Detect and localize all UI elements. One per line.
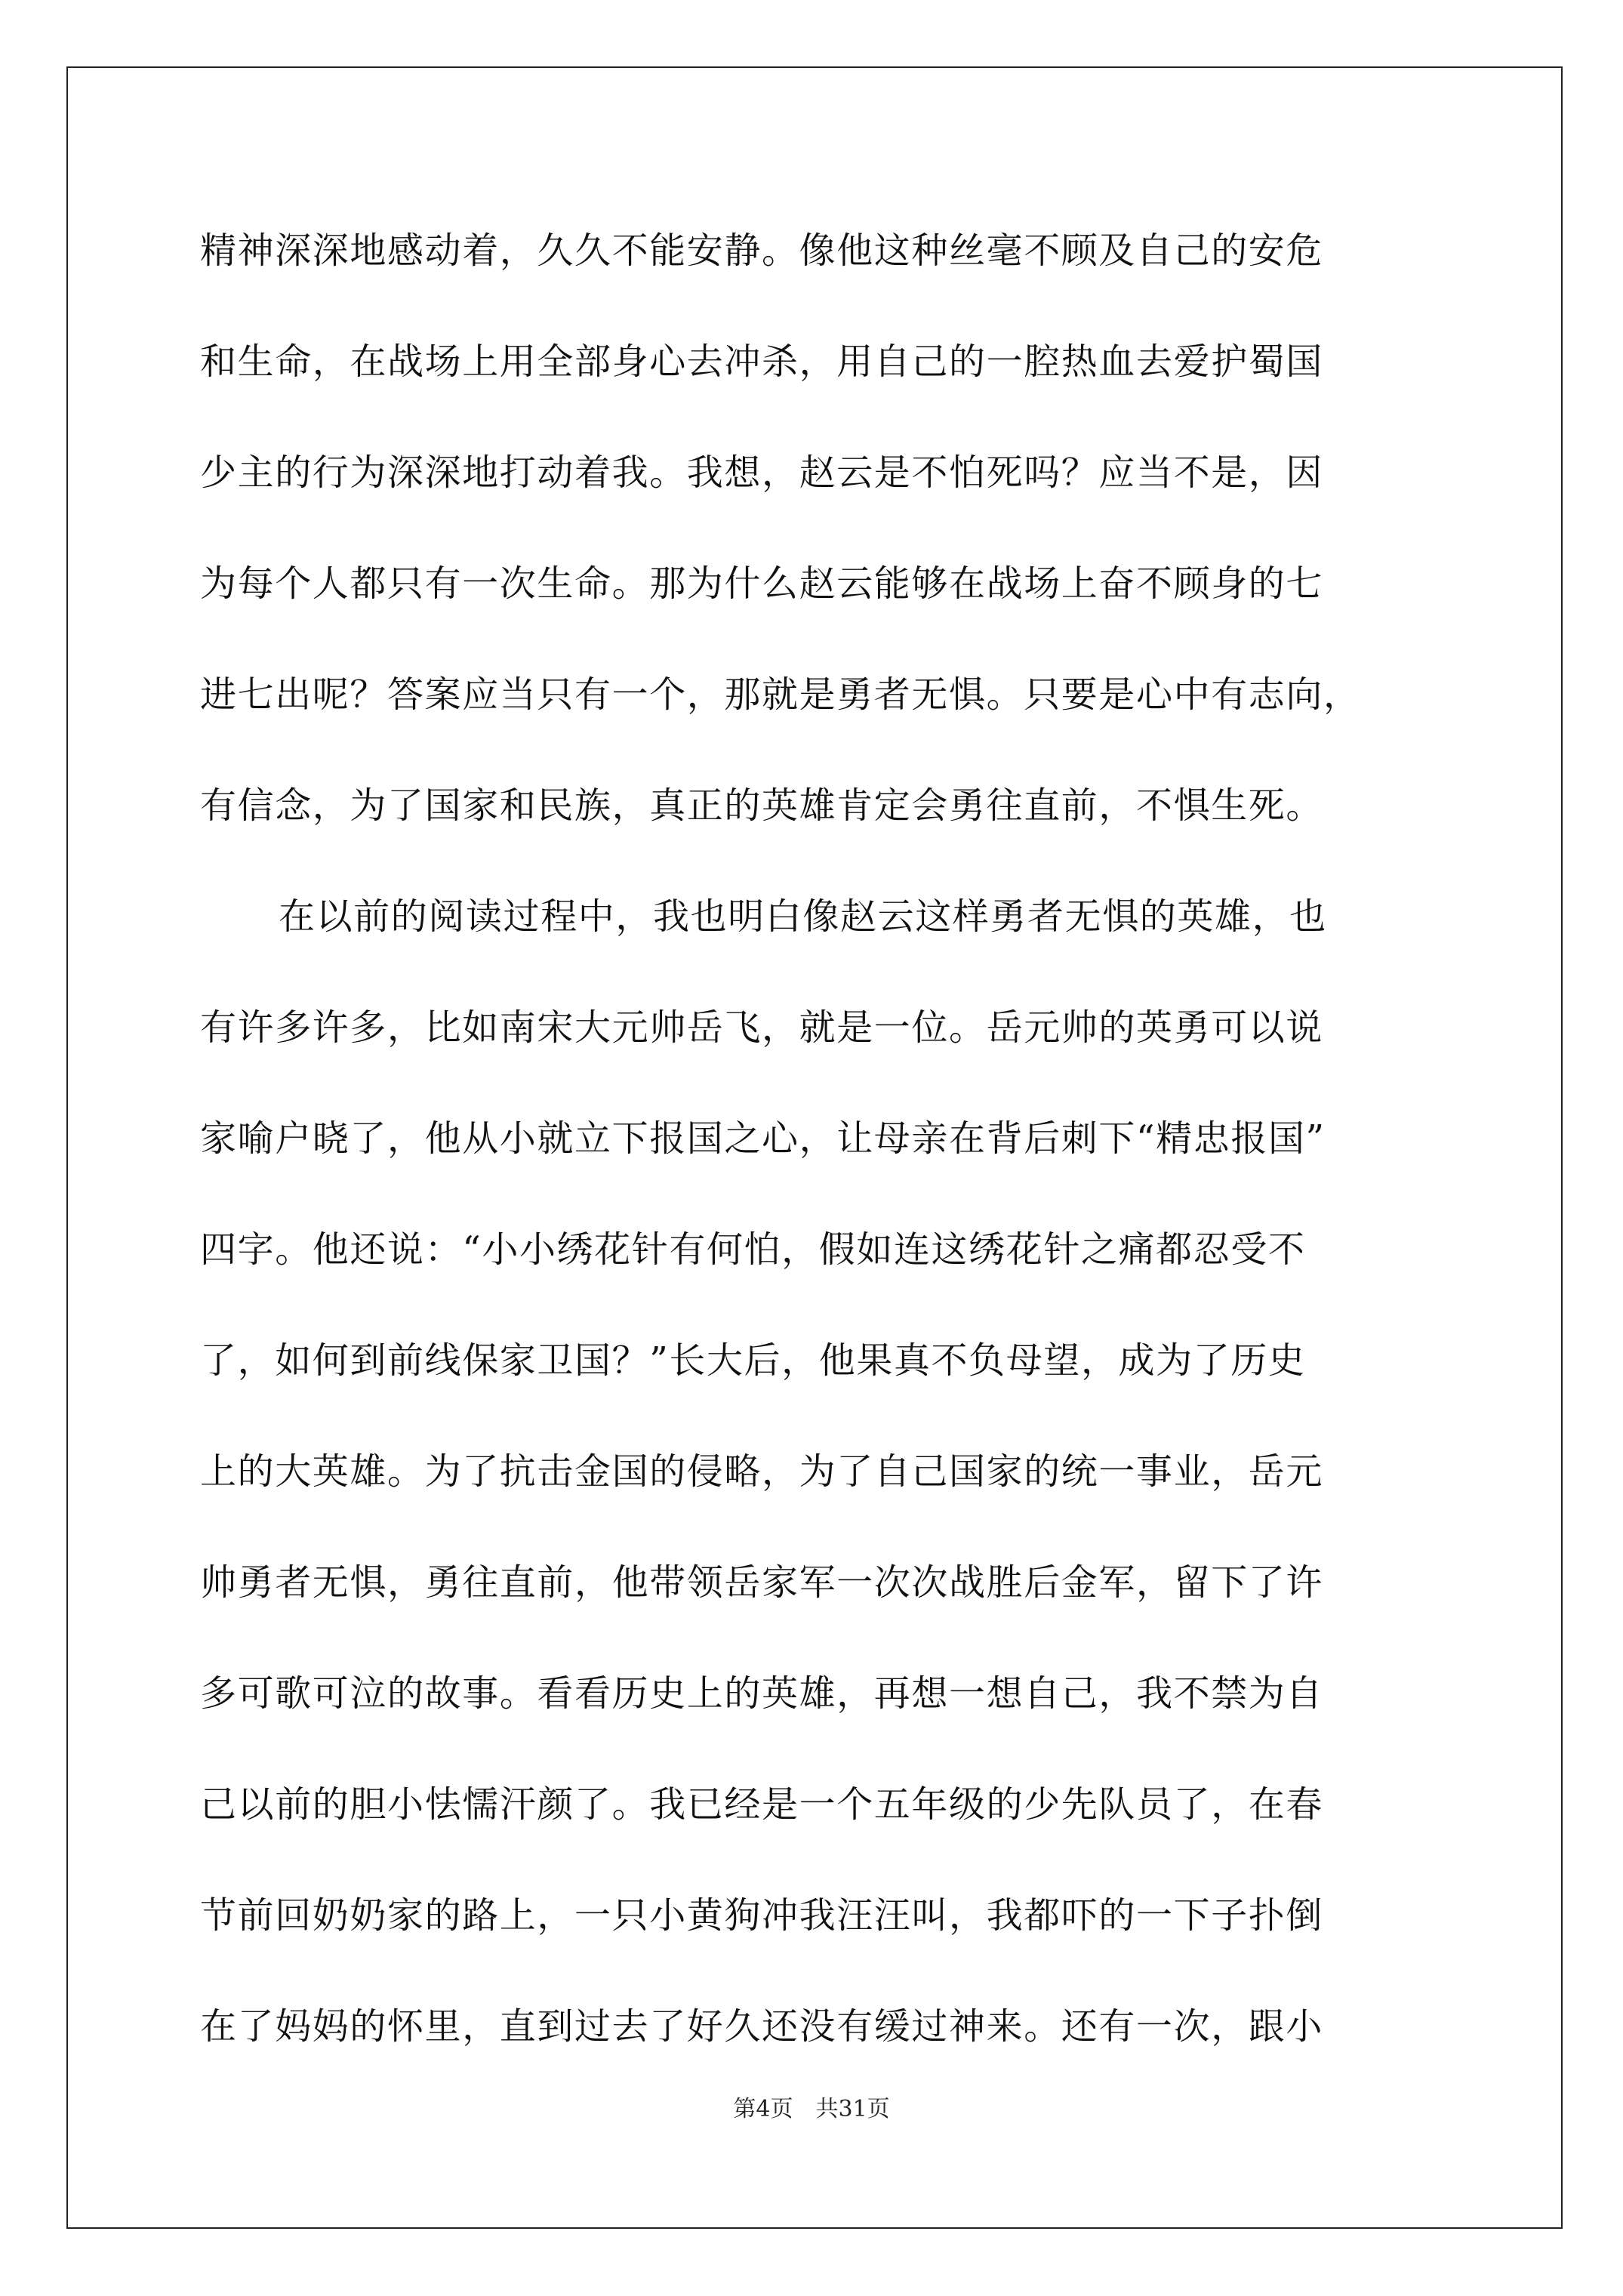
text-line-15: 己以前的胆小怯懦汗颜了。我已经是一个五年级的少先队员了，在春: [200, 1783, 1324, 1826]
text-line-7: 在以前的阅读过程中，我也明白像赵云这样勇者无惧的英雄，也: [279, 895, 1327, 938]
text-line-10: 四字。他还说：“小小绣花针有何怕，假如连这绣花针之痛都忍受不: [200, 1228, 1306, 1271]
text-line-2: 和生命，在战场上用全部身心去冲杀，用自己的一腔热血去爱护蜀国: [200, 341, 1324, 383]
text-line-17: 在了妈妈的怀里，直到过去了好久还没有缓过神来。还有一次，跟小: [200, 2005, 1324, 2048]
text-line-9: 家喻户晓了，他从小就立下报国之心，让母亲在背后刺下“精忠报国”: [200, 1117, 1326, 1160]
text-line-11: 了，如何到前线保家卫国？”长大后，他果真不负母望，成为了历史: [200, 1339, 1306, 1382]
text-line-14: 多可歌可泣的故事。看看历史上的英雄，再想一想自己，我不禁为自: [200, 1672, 1324, 1715]
text-line-6: 有信念，为了国家和民族，真正的英雄肯定会勇往直前，不惧生死。: [200, 784, 1324, 827]
text-line-13: 帅勇者无惧，勇往直前，他带领岳家军一次次战胜后金军，留下了许: [200, 1561, 1324, 1604]
page-number-footer: 第4页 共31页: [733, 2096, 890, 2122]
text-line-8: 有许多许多，比如南宋大元帅岳飞，就是一位。岳元帅的英勇可以说: [200, 1006, 1324, 1049]
text-line-4: 为每个人都只有一次生命。那为什么赵云能够在战场上奋不顾身的七: [200, 562, 1324, 605]
text-line-5: 进七出呢？答案应当只有一个，那就是勇者无惧。只要是心中有志向，: [200, 673, 1361, 716]
document-body: [200, 213, 1438, 2100]
text-line-3: 少主的行为深深地打动着我。我想，赵云是不怕死吗？应当不是，因: [200, 451, 1324, 494]
text-line-16: 节前回奶奶家的路上，一只小黄狗冲我汪汪叫，我都吓的一下子扑倒: [200, 1894, 1324, 1937]
text-line-12: 上的大英雄。为了抗击金国的侵略，为了自己国家的统一事业，岳元: [200, 1450, 1324, 1493]
text-line-1: 精神深深地感动着，久久不能安静。像他这种丝毫不顾及自己的安危: [200, 230, 1324, 272]
